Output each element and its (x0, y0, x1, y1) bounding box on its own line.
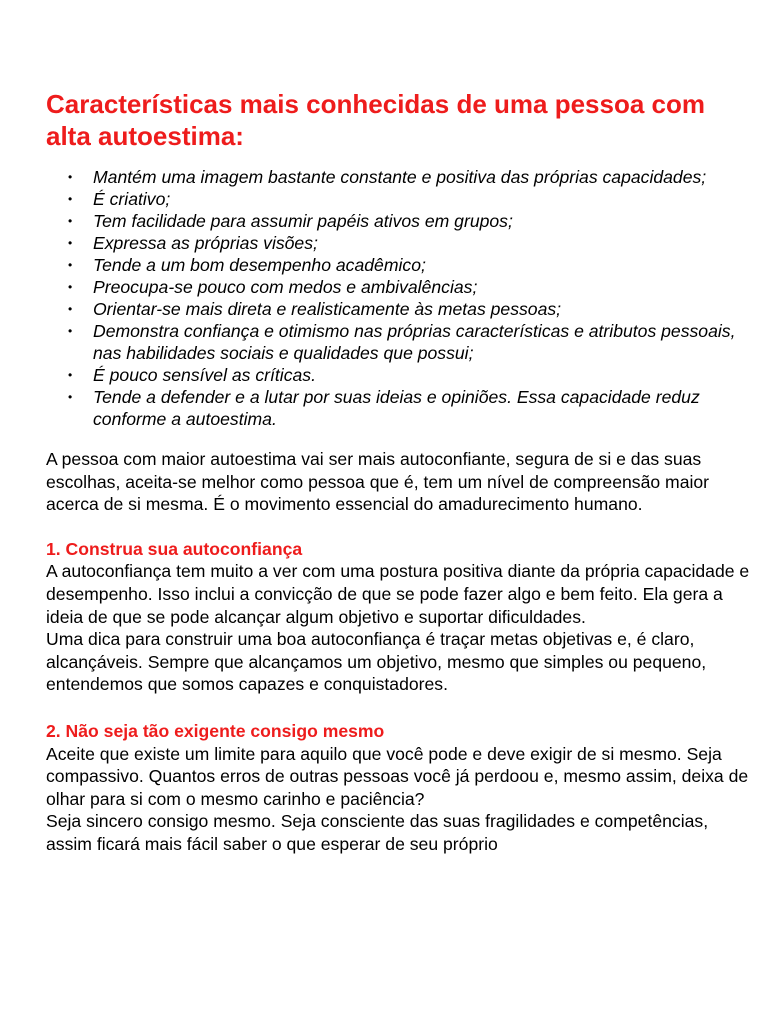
bullet-icon: • (68, 236, 73, 250)
section-paragraph: Seja sincero consigo mesmo. Seja consciente das suas fragilidades e competências, assim ficará mais fácil saber o que esperar de seu próprio (46, 811, 709, 854)
list-item (46, 166, 756, 188)
list-item (46, 254, 756, 276)
list-item-text: Tende a defender e a lutar por suas ideias e opiniões. Essa capacidade reduz conforme a autoestima. (93, 387, 700, 429)
list-item (46, 364, 756, 386)
bullet-icon: • (68, 192, 73, 206)
bullet-icon: • (68, 258, 73, 272)
document-title: Características mais conhecidas de uma pessoa com alta autoestima: (46, 89, 705, 151)
section-paragraph: Uma dica para construir uma boa autoconfiança é traçar metas objetivas e, é claro, alcançáveis. Sempre que alcançamos um objetivo, mesmo que simples ou pequeno, entendemos que somos capazes e conquistadores. (46, 629, 707, 695)
list-item-text: Tende a um bom desempenho acadêmico; (93, 255, 426, 275)
list-item (46, 232, 756, 254)
list-item (46, 210, 756, 232)
list-item-text: Mantém uma imagem bastante constante e positiva das próprias capacidades; (93, 167, 707, 187)
list-item-text: É pouco sensível as críticas. (93, 365, 316, 385)
bullet-icon: • (68, 170, 73, 184)
list-item-text: É criativo; (93, 189, 171, 209)
section-nao-seja-exigente (46, 720, 756, 856)
bullet-icon: • (68, 214, 73, 228)
section-heading: 2. Não seja tão exigente consigo mesmo (46, 720, 385, 741)
document-page (46, 88, 756, 856)
intro-paragraph: A pessoa com maior autoestima vai ser mais autoconfiante, segura de si e das suas escolhas, aceita-se melhor como pessoa que é, tem um nível de compreensão maior acerca de si mesma. É o movimento essencial do amadurecimento humano. (46, 449, 710, 515)
section-paragraph: Aceite que existe um limite para aquilo que você pode e deve exigir de si mesmo. Seja compassivo. Quantos erros de outras pessoas você já perdoou e, mesmo assim, deixa de olhar para si com o mesmo carinho e paciência? (46, 743, 749, 809)
bullet-icon: • (68, 302, 73, 316)
bullet-icon: • (68, 368, 73, 382)
list-item-text: Expressa as próprias visões; (93, 233, 318, 253)
bullet-icon: • (68, 324, 73, 338)
section-paragraph: A autoconfiança tem muito a ver com uma postura positiva diante da própria capacidade e desempenho. Isso inclui a convicção de que se pode fazer algo e bem feito. Ela gera a ideia de que se pode alcançar algum objetivo e suportar dificuldades. (46, 561, 750, 627)
bullet-icon: • (68, 280, 73, 294)
list-item (46, 298, 756, 320)
list-item-text: Orientar-se mais direta e realisticamente às metas pessoas; (93, 299, 562, 319)
list-item-text: Tem facilidade para assumir papéis ativos em grupos; (93, 211, 513, 231)
list-item (46, 320, 756, 364)
traits-list (46, 166, 756, 430)
list-item-text: Demonstra confiança e otimismo nas próprias características e atributos pessoais, nas habilidades sociais e qualidades que possui; (93, 321, 736, 363)
list-item-text: Preocupa-se pouco com medos e ambivalências; (93, 277, 478, 297)
section-autoconfianca (46, 538, 756, 696)
bullet-icon: • (68, 390, 73, 404)
list-item (46, 386, 756, 430)
list-item (46, 276, 756, 298)
section-heading: 1. Construa sua autoconfiança (46, 538, 303, 559)
list-item (46, 188, 756, 210)
